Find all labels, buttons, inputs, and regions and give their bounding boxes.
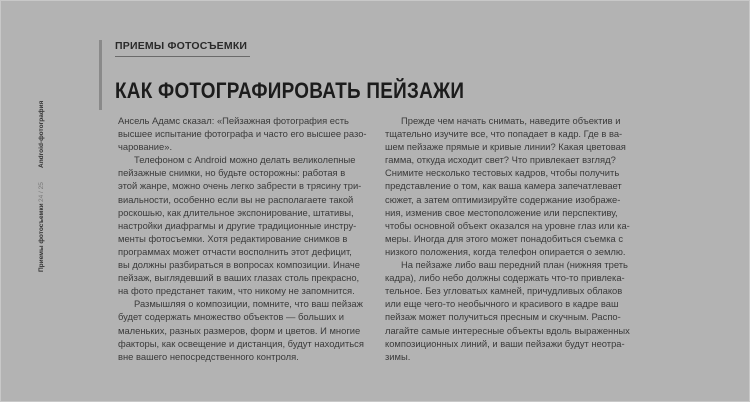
text-line: вы должны разбираться в вопросах композиции. Иначе <box>118 259 360 271</box>
text-line: или еще чего-то необычного и красивого в кадре ваш <box>385 298 619 310</box>
text-line: Снимите несколько тестовых кадров, чтобы получить <box>385 167 620 179</box>
paragraph <box>118 114 367 153</box>
sidebar-book-title: Android-фотография <box>38 100 45 168</box>
text-line: низкого положения, когда телефон опирается о землю. <box>385 245 626 257</box>
text-line: роскошью, как длительное экспонирование, штативы, <box>118 206 354 218</box>
page-title: КАК ФОТОГРАФИРОВАТЬ ПЕЙЗАЖИ <box>115 78 465 103</box>
text-line: Телефоном с Android можно делать великолепные <box>134 154 356 166</box>
text-line: высшее испытание фотографа и часто его высшее разо- <box>118 128 367 140</box>
text-line: чтобы основной объект оказался на уровне глаз или ка- <box>385 219 630 231</box>
text-line: вне вашего непосредственного контроля. <box>118 350 299 362</box>
text-line: На пейзаже либо ваш передний план (нижняя треть <box>401 259 628 271</box>
text-line: чарование». <box>118 141 173 153</box>
text-line: маленьких, разных размеров, форм и цветов. И многие <box>118 324 361 336</box>
text-line: будет содержать множество объектов — больших и <box>118 311 344 323</box>
text-line: кадра), либо небо должны содержать что-то привлека- <box>385 272 625 284</box>
text-line: Ансель Адамс сказал: «Пейзажная фотография есть <box>118 115 349 126</box>
text-line: сюжет, а затем оптимизируйте содержание изображе- <box>385 193 621 205</box>
paragraph <box>385 114 630 258</box>
text-line: Размышляя о композиции, помните, что ваш пейзаж <box>134 298 363 310</box>
text-line: тельное. Без угловатых камней, причудливых облаков <box>385 285 623 297</box>
text-line: на фото предстанет таким, что никому не запомнится. <box>118 285 355 297</box>
text-line: композиционных линий, и ваши пейзажи будут неотра- <box>385 337 625 349</box>
right-column <box>385 114 630 363</box>
left-column <box>118 114 367 363</box>
header-accent-bar <box>99 40 102 110</box>
text-line: пейзажные снимки, но будьте осторожны: работая в <box>118 167 346 179</box>
paragraph <box>118 297 367 362</box>
text-line: программах может отчасти восполнить этот дефицит, <box>118 245 352 257</box>
section-divider <box>115 56 250 57</box>
text-line: тщательно изучите все, что попадает в кадр. Где в ва- <box>385 128 623 140</box>
text-line: представление о том, как ваша камера запечатлевает <box>385 180 622 192</box>
text-line: настройки диафрагмы и другие традиционные инстру- <box>118 219 357 231</box>
sidebar-chapter: Приемы фотосъемки <box>38 203 45 272</box>
text-line: пейзаж может получиться пресным и скучным. Распо- <box>385 311 621 323</box>
text-line: этой жанре, можно очень легко забрести в трясину три- <box>118 180 362 192</box>
section-label: ПРИЕМЫ ФОТОСЪЕМКИ <box>115 40 248 52</box>
text-line: виальности, особенно если вы не располагаете такой <box>118 193 354 205</box>
text-line: пейзаж, выглядевший в ваших глазах столь прекрасно, <box>118 272 360 284</box>
text-line: зимы. <box>385 350 411 362</box>
text-line: факторы, как освещение и дистанция, будут находиться <box>118 337 364 349</box>
text-line: лагайте самые интересные объекты вдоль выраженных <box>385 324 630 336</box>
text-line: менты фотосъемки. Хотя редактирование снимков в <box>118 232 348 244</box>
text-line: меры. Иногда для этого может понадобиться съемка с <box>385 232 624 244</box>
sidebar-page-number: 24 / 25 <box>38 182 45 202</box>
text-line: ния, изменив свое местоположение или перспективу, <box>385 206 618 218</box>
text-line: гамма, откуда исходит свет? Что привлекает взгляд? <box>385 154 616 166</box>
text-line: Прежде чем начать снимать, наведите объектив и <box>401 115 621 126</box>
paragraph <box>385 258 630 363</box>
paragraph <box>118 153 367 297</box>
text-line: шем пейзаже прямые и кривые линии? Какая цветовая <box>385 141 626 153</box>
